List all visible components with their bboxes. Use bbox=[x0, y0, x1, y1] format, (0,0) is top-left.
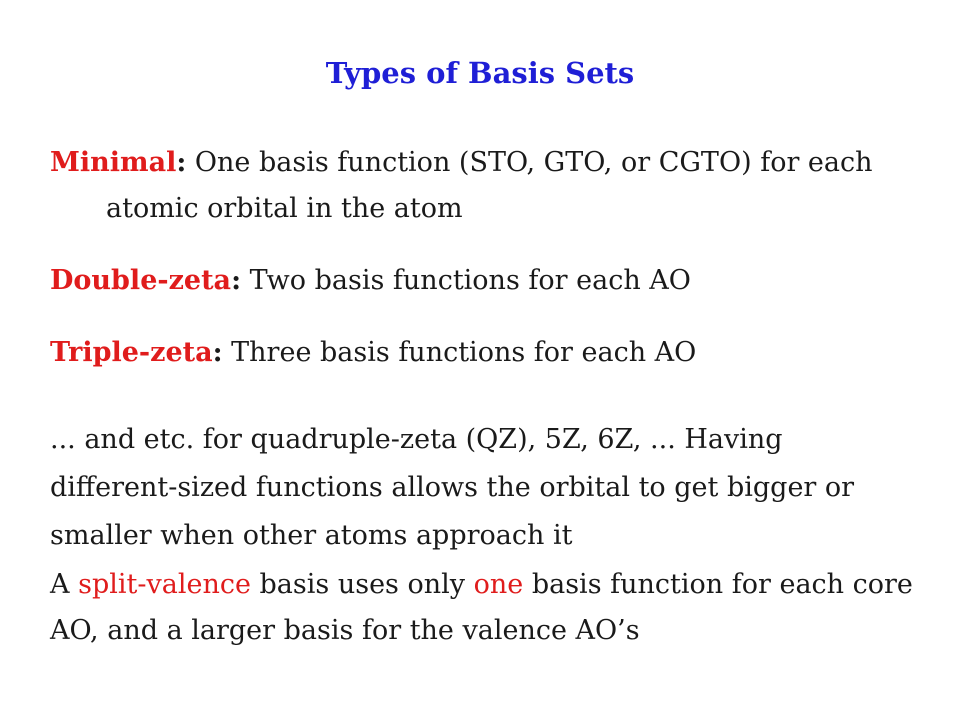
triple-zeta-term: Triple-zeta bbox=[50, 337, 213, 368]
minimal-line2: atomic orbital in the atom bbox=[106, 193, 463, 224]
one-highlight: one bbox=[473, 569, 524, 600]
triple-zeta-text: Three basis functions for each AO bbox=[222, 337, 697, 368]
etc-line1: ... and etc. for quadruple-zeta (QZ), 5Z, 6Z, ... Having bbox=[50, 424, 783, 455]
split-line2: AO, and a larger basis for the valence AO’s bbox=[50, 615, 640, 646]
split-valence-paragraph bbox=[50, 562, 930, 654]
double-zeta-definition bbox=[50, 258, 930, 304]
etc-line3: smaller when other atoms approach it bbox=[50, 520, 573, 551]
split-part1: A bbox=[50, 569, 79, 600]
split-part3: basis function for each core bbox=[523, 569, 913, 600]
split-line1 bbox=[50, 562, 930, 608]
double-zeta-term: Double-zeta bbox=[50, 265, 232, 296]
etc-line2: different-sized functions allows the orbital to get bigger or bbox=[50, 472, 855, 503]
minimal-definition bbox=[50, 140, 930, 232]
minimal-line1: One basis function (STO, GTO, or CGTO) for each bbox=[186, 147, 873, 178]
double-zeta-text: Two basis functions for each AO bbox=[241, 265, 691, 296]
split-part2: basis uses only bbox=[250, 569, 474, 600]
triple-zeta-definition bbox=[50, 330, 930, 376]
etc-paragraph bbox=[50, 416, 930, 560]
minimal-term: Minimal bbox=[50, 147, 177, 178]
double-zeta-colon: : bbox=[231, 265, 242, 296]
minimal-colon: : bbox=[176, 147, 187, 178]
slide-title: Types of Basis Sets bbox=[325, 56, 635, 90]
split-valence-highlight: split-valence bbox=[78, 569, 251, 600]
triple-zeta-colon: : bbox=[212, 337, 223, 368]
